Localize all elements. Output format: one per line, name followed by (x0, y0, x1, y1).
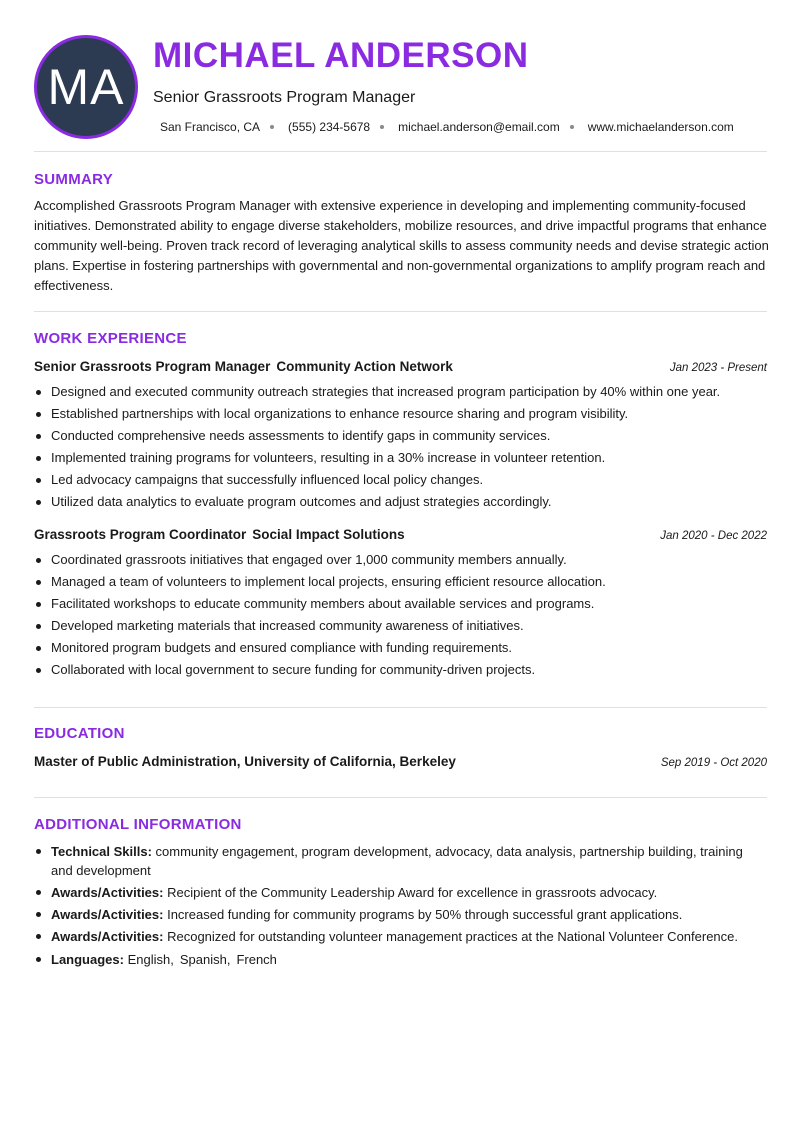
summary-text: Accomplished Grassroots Program Manager with extensive experience in developing and implementing community-focused initiatives. Demonstrated ability to engage diverse stakeholders, mobilize resources, and drive impactful programs that enhance community well-being. Proven track record of leveraging analytical skills to assess community needs and devise strategic action plans. Expertise in fostering partnerships with governmental and non-governmental organizations to amplify program reach and effectiveness. (34, 198, 769, 293)
education-dates: Sep 2019 - Oct 2020 (660, 757, 767, 769)
job-bullets (34, 549, 767, 681)
divider (34, 311, 767, 312)
list-item: Facilitated workshops to educate community members about available services and programs. (34, 593, 767, 615)
education-heading: EDUCATION (34, 725, 125, 742)
avatar-initials: MA (47, 59, 125, 115)
education-entry (34, 754, 767, 769)
list-item: Developed marketing materials that increased community awareness of initiatives. (34, 615, 767, 637)
list-item (34, 905, 767, 924)
job-role: Senior Grassroots Program Manager (34, 359, 271, 374)
additional-list (34, 842, 767, 972)
job-role-line (34, 359, 453, 374)
list-item: Utilized data analytics to evaluate program outcomes and adjust strategies accordingly. (34, 491, 767, 513)
job-role: Grassroots Program Coordinator (34, 527, 247, 542)
job-bullets (34, 381, 767, 513)
list-item: Designed and executed community outreach strategies that increased program participation by 40% within one year. (34, 381, 767, 403)
separator-dot (380, 125, 384, 129)
item-text: community engagement, program development, advocacy, data analysis, partnership building, training and development (51, 844, 743, 878)
job-header (34, 359, 767, 374)
job-company: Community Action Network (276, 359, 453, 374)
list-item: Coordinated grassroots initiatives that engaged over 1,000 community members annually. (34, 549, 767, 571)
list-item (34, 927, 767, 946)
contact-website[interactable]: www.michaelanderson.com (587, 120, 734, 134)
contact-location: San Francisco, CA (160, 120, 261, 134)
separator-dot (570, 125, 574, 129)
language: English, (127, 952, 174, 967)
item-label: Awards/Activities: (51, 907, 164, 922)
contact-email[interactable]: michael.anderson@email.com (398, 120, 560, 134)
contact-line (160, 120, 734, 134)
job-dates: Jan 2020 - Dec 2022 (660, 530, 767, 542)
list-item (34, 842, 767, 880)
item-text: Recipient of the Community Leadership Award for excellence in grassroots advocacy. (167, 885, 658, 900)
list-item: Led advocacy campaigns that successfully influenced local policy changes. (34, 469, 767, 491)
job-dates: Jan 2023 - Present (669, 362, 767, 374)
languages-label: Languages: (51, 952, 124, 967)
list-item: Established partnerships with local organizations to enhance resource sharing and program visibility. (34, 403, 767, 425)
education-degree: Master of Public Administration, University of California, Berkeley (34, 754, 456, 769)
item-text: Increased funding for community programs by 50% through successful grant applications. (167, 907, 683, 922)
list-item: Conducted comprehensive needs assessments to identify gaps in community services. (34, 425, 767, 447)
avatar (34, 35, 138, 139)
language: French (236, 952, 277, 967)
item-label: Awards/Activities: (51, 929, 164, 944)
summary-heading: SUMMARY (34, 171, 114, 188)
list-item: Monitored program budgets and ensured compliance with funding requirements. (34, 637, 767, 659)
language: Spanish, (179, 952, 231, 967)
item-label: Awards/Activities: (51, 885, 164, 900)
languages-item (34, 950, 767, 969)
additional-heading: ADDITIONAL INFORMATION (34, 816, 242, 833)
candidate-title: Senior Grassroots Program Manager (153, 89, 416, 106)
job-header (34, 527, 767, 542)
list-item: Managed a team of volunteers to implement local projects, ensuring efficient resource allocation. (34, 571, 767, 593)
divider (34, 797, 767, 798)
candidate-name: MICHAEL ANDERSON (153, 36, 529, 75)
list-item: Collaborated with local government to secure funding for community-driven projects. (34, 659, 767, 681)
experience-heading: WORK EXPERIENCE (34, 330, 187, 347)
list-item (34, 883, 767, 902)
divider (34, 707, 767, 708)
resume-header (0, 0, 800, 152)
separator-dot (270, 125, 274, 129)
job-role-line (34, 527, 405, 542)
contact-phone: (555) 234-5678 (288, 120, 371, 134)
list-item: Implemented training programs for volunteers, resulting in a 30% increase in volunteer retention. (34, 447, 767, 469)
item-text: Recognized for outstanding volunteer management practices at the National Volunteer Conference. (167, 929, 739, 944)
item-label: Technical Skills: (51, 844, 152, 859)
job-company: Social Impact Solutions (252, 527, 405, 542)
divider (34, 151, 767, 152)
